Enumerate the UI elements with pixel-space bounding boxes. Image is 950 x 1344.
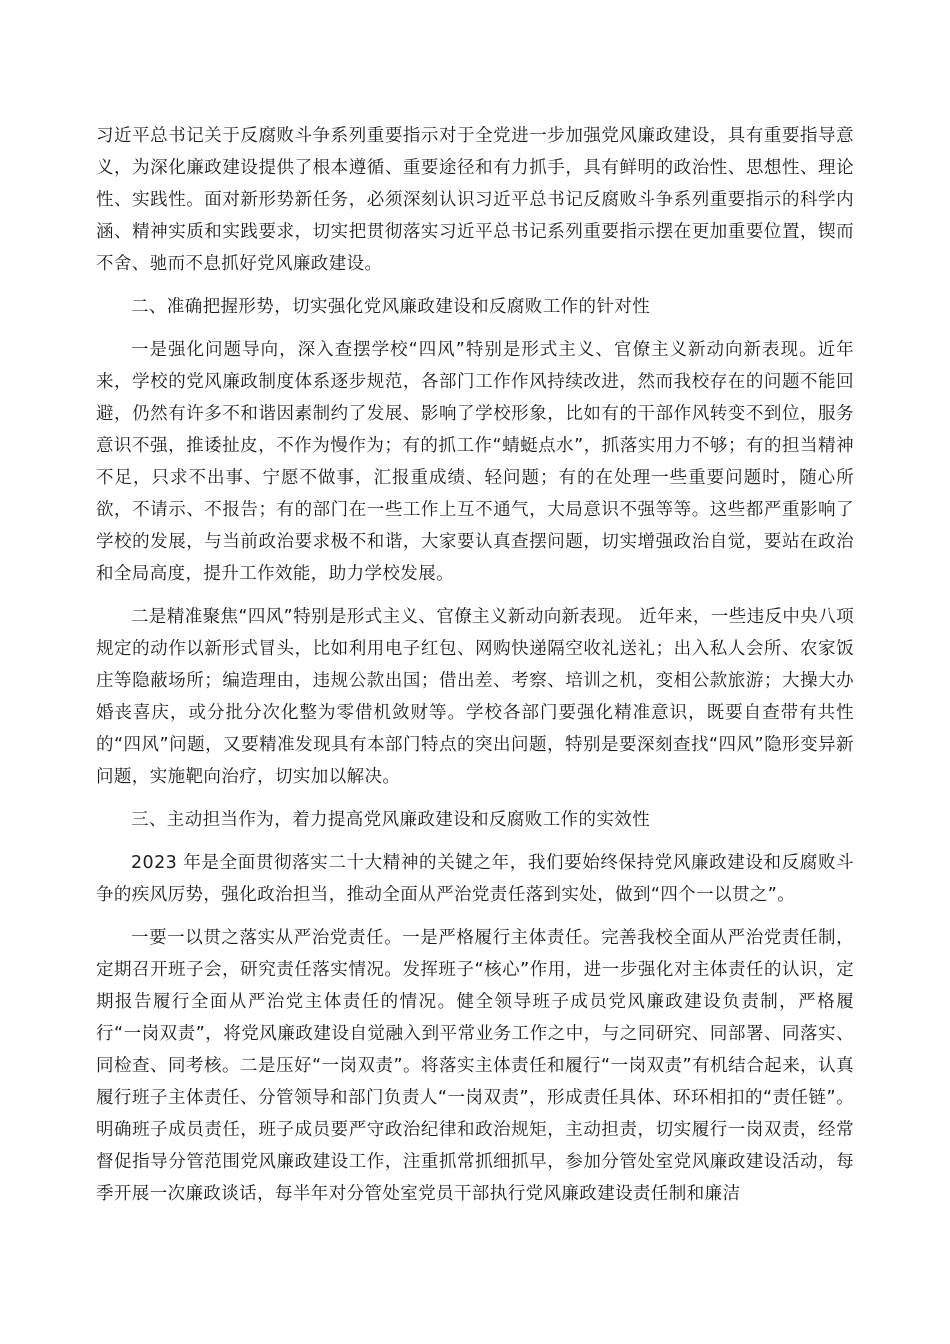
- paragraph-four-winds: 二是精准聚焦“四风”特别是形式主义、官僚主义新动向新表现。 近年来，一些违反中央八项规定的动作以新形式冒头，比如利用电子红包、网购快递隔空收礼送礼；出入私人会所、农家饭庄等隐蔽场所；编造理由，违规公款出国；借出差、考察、培训之机，变相公款旅游；大操大办婚丧喜庆，或分批分次化整为零借机敛财等。学校各部门要强化精准意识，既要自查带有共性的“四风”问题，又要精准发现具有本部门特点的突出问题，特别是要深刻查找“四风”隐形变异新问题，实施靶向治疗，切实加以解决。: [96, 607, 854, 787]
- paragraph-responsibility: 一要一以贯之落实从严治党责任。一是严格履行主体责任。完善我校全面从严治党责任制，定期召开班子会，研究责任落实情况。发挥班子“核心”作用，进一步强化对主体责任的认识，定期报告履行全面从严治党主体责任的情况。健全领导班子成员党风廉政建设负责制，严格履行“一岗双责”，将党风廉政建设自觉融入到平常业务工作之中，与之同研究、同部署、同落实、同检查、同考核。二是压好“一岗双责”。将落实主体责任和履行“一岗双责”有机结合起来，认真履行班子主体责任、分管领导和部门负责人“一岗双责”，形成责任具体、环环相扣的“责任链”。明确班子成员责任，班子成员要严守政治纪律和政治规矩，主动担责，切实履行一岗双责，经常督促指导分管范围党风廉政建设工作，注重抓常抓细抓早，参加分管处室党风廉政建设活动，每季开展一次廉政谈话，每半年对分管处室党员干部执行党风廉政建设责任制和廉洁: [96, 928, 854, 1204]
- section-heading-3: 三、主动担当作为，着力提高党风廉政建设和反腐败工作的实效性: [131, 810, 651, 830]
- section-heading-2: 二、准确把握形势，切实强化党风廉政建设和反腐败工作的针对性: [131, 297, 651, 317]
- paragraph-2023: 2023 年是全面贯彻落实二十大精神的关键之年，我们要始终保持党风廉政建设和反腐败斗争的疾风厉势，强化政治担当，推动全面从严治党责任落到实处，做到“四个一以贯之”。: [96, 853, 854, 905]
- paragraph-intro: 习近平总书记关于反腐败斗争系列重要指示对于全党进一步加强党风廉政建设，具有重要指导意义，为深化廉政建设提供了根本遵循、重要途径和有力抓手，具有鲜明的政治性、思想性、理论性、实践性。面对新形势新任务，必须深刻认识习近平总书记反腐败斗争系列重要指示的科学内涵、精神实质和实践要求，切实把贯彻落实习近平总书记系列重要指示摆在更加重要位置，锲而不舍、驰而不息抓好党风廉政建设。: [96, 126, 854, 274]
- paragraph-problem-orientation: 一是强化问题导向，深入查摆学校“四风”特别是形式主义、官僚主义新动向新表现。近年来，学校的党风廉政制度体系逐步规范，各部门工作作风持续改进，然而我校存在的问题不能回避，仍然有许多不和谐因素制约了发展、影响了学校形象，比如有的干部作风转变不到位，服务意识不强，推诿扯皮，不作为慢作为；有的抓工作“蜻蜓点水”，抓落实用力不够；有的担当精神不足，只求不出事、宁愿不做事，汇报重成绩、轻问题；有的在处理一些重要问题时，随心所欲，不请示、不报告；有的部门在一些工作上互不通气，大局意识不强等等。这些都严重影响了学校的发展，与当前政治要求极不和谐，大家要认真查摆问题，切实增强政治自觉，要站在政治和全局高度，提升工作效能，助力学校发展。: [96, 340, 854, 584]
